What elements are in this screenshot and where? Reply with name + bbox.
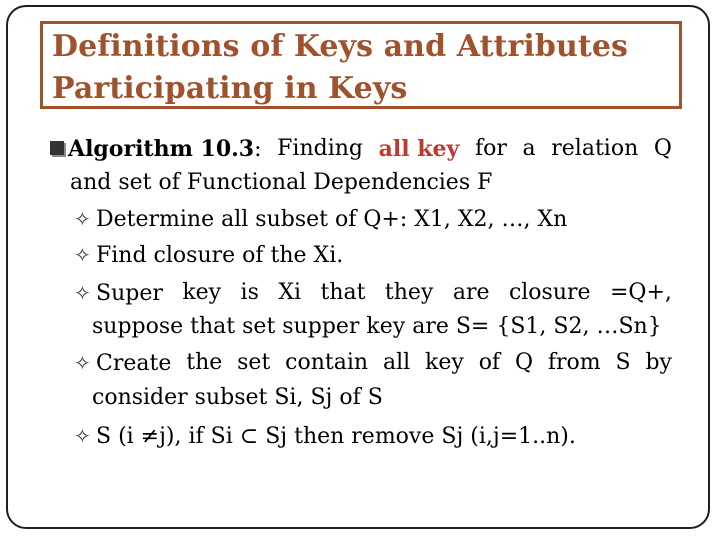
bullet-2 [74, 240, 343, 271]
bullet-5-text-b: Sj then remove Sj (i,j=1..n). [258, 424, 576, 449]
four-point-star-icon: ✧ [74, 281, 91, 305]
bullet-1 [74, 204, 567, 235]
algorithm-highlight: all key [378, 136, 460, 162]
bullet-4-line-1 [74, 348, 672, 379]
bullet-4-word: Create [96, 351, 172, 376]
algorithm-heading [50, 134, 262, 165]
algorithm-word: a [522, 136, 536, 161]
subset-symbol: ⊂ [239, 424, 259, 449]
bullet-4-word: the [186, 350, 223, 375]
algorithm-line-1 [50, 134, 672, 165]
bullet-3-first-word [74, 278, 163, 309]
algorithm-word: for [474, 136, 507, 161]
bullet-3-word: are [452, 280, 490, 305]
title-line-2: Participating in Keys [52, 71, 408, 106]
bullet-4-line-2: consider subset Si, Sj of S [92, 385, 383, 410]
bullet-2-text: Find closure of the Xi. [96, 243, 344, 268]
four-point-star-icon: ✧ [74, 424, 91, 448]
algorithm-word: Q [653, 136, 672, 161]
bullet-3-word: key [182, 280, 222, 305]
bullet-5 [74, 421, 576, 452]
bullet-4-word: set [237, 350, 271, 375]
bullet-3-word: is [240, 280, 259, 305]
bullet-3-word: that [320, 280, 366, 305]
bullet-1-text: Determine all subset of Q+: X1, X2, …, Xn [96, 207, 568, 232]
bullet-4-word: all [382, 350, 411, 375]
bullet-3-word: Xi [278, 280, 302, 305]
bullet-3-word: they [384, 280, 434, 305]
algorithm-word: relation [551, 136, 639, 161]
four-point-star-icon: ✧ [74, 207, 91, 231]
bullet-4-word: of [478, 350, 501, 375]
four-point-star-icon: ✧ [74, 351, 91, 375]
bullet-4-word: from [547, 350, 601, 375]
title-line-1: Definitions of Keys and Attributes [52, 29, 629, 64]
four-point-star-icon: ✧ [74, 243, 91, 267]
bullet-3-line-1 [74, 278, 672, 309]
algorithm-colon: : [254, 137, 262, 162]
bullet-3-line-2: suppose that set supper key are S= {S1, S2, …Sn} [92, 314, 662, 339]
bullet-3-word: =Q+, [610, 280, 672, 305]
bullet-4-first-word [74, 348, 171, 379]
bullet-3-word: closure [508, 280, 591, 305]
algorithm-line-2: and set of Functional Dependencies F [70, 170, 493, 195]
bullet-4-word: contain [285, 350, 369, 375]
bullet-4-word: S [615, 350, 631, 375]
bullet-4-word: Q [514, 350, 533, 375]
algorithm-text-before: Finding [277, 136, 364, 161]
algorithm-label: Algorithm 10.3 [68, 136, 255, 162]
bullet-3-word: Super [96, 281, 163, 306]
bullet-4-word: by [645, 350, 672, 375]
bullet-4-word: key [425, 350, 464, 375]
square-bullet-icon [50, 141, 64, 155]
bullet-5-text-a: S (i ≠j), if Si [96, 424, 240, 449]
